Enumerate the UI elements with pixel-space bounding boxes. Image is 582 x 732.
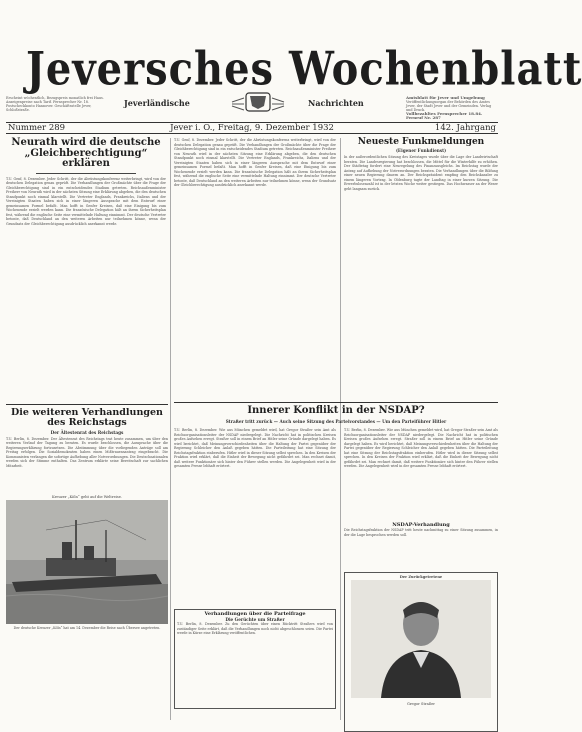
article-nsdap-headline: Innerer Konflikt in der NSDAP? — [247, 405, 425, 416]
ship-photo-caption: Kreuzer „Köln“ geht auf die Weltreise. — [52, 494, 122, 499]
article-local — [344, 138, 498, 395]
portrait-box-caption: Der Zurückgetretene — [399, 575, 443, 580]
masthead-info-right-text: Veröffentlichungsorgan der Behörden des Amtes Jever, der Stadt Jever und der Gemeinden. Verlag und Druck. — [406, 100, 492, 112]
article-reichstag-body: T.U. Berlin, 8. Dezember. Der Ältestenrat des Reichstags trat heute zusammen, um über den weiteren Verlauf der Tagung zu beraten. Es wurde beschlossen, die Aussprache über die Regierungserklärung fortzusetzen. Die Abstimmung über die vorliegenden Anträge soll am Freitag erfolgen. Die Sozialdemokraten haben einen Mißtrauensantrag eingebracht. Die Kommunisten verlangen die sofortige Aufhebung aller Notverordnungen. Die Deutschnationalen werden sich der Stimme enthalten. Das Zentrum erklärte seine Bereitschaft zur sachlichen Mitarbeit. — [6, 436, 168, 468]
portrait-caption: Gregor Straßer — [406, 701, 436, 706]
masthead-info-right — [406, 96, 498, 120]
article-nsdap-subhead: Straßer tritt zurück — Auch seine Sitzung des Parteivorstandes — Um den Parteiführer Hitler — [225, 418, 447, 424]
coat-of-arms-icon — [228, 92, 288, 112]
ship-photo-desc: Der deutsche Kreuzer „Köln“ hat am 14. Dezember die Reise nach Übersee angetreten. — [13, 626, 161, 631]
article-nsdap-body-col2 — [344, 428, 498, 732]
dateline-bar — [6, 122, 498, 134]
article-strasser-body: T.U. Berlin, 8. Dezember. Zu den Gerüchten über einen Rücktritt Straßers wird von zuständiger Seite erklärt, daß die Verhandlungen noch nicht abgeschlossen seien. Die Partei werde in Kürze eine Erklärung veröffentlichen. — [177, 622, 333, 636]
article-nsdap-body-col1 — [174, 428, 336, 709]
divider — [36, 173, 136, 174]
masthead-subtitle-left: Jeverländische — [124, 98, 190, 108]
masthead-info-right-title: Amtsblatt für Jever und Umgebung — [406, 95, 485, 100]
article-main-continued — [174, 138, 336, 406]
article-reichstag-headline: Die weiteren Verhandlungen des Reichstags — [11, 407, 163, 428]
article-nsdap-side-text: Die Reichstagsfraktion der NSDAP tritt heute nachmittag zu einer Sitzung zusammen, in der die Lage besprochen werden soll. — [344, 528, 498, 537]
article-main-body: T.U. Genf, 8. Dezember. Jeder Schritt, der die Abrüstungskonferenz weiterbringt, wird von der deutschen Delegation genau geprüft. Die Verhandlungen der Großmächte über die Frage der Gleichberechtigung sind in ein entscheidendes Stadium getreten. Reichsaußenminister Freiherr von Neurath wird in der nächsten Sitzung eine Erklärung abgeben, die den deutschen Standpunkt noch einmal klarstellt. Die Vertreter Englands, Frankreichs, Italiens und der Vereinigten Staaten haben sich in einer längeren Aussprache mit dem Entwurf einer gemeinsamen Formel befaßt. Man hofft in Genfer Kreisen, daß eine Einigung bis zum Wochenende erzielt werden kann. Die französische Delegation hält an ihrem Sicherheitsplan fest, während die englische Seite eine vermittelnde Haltung einnimmt. Der deutsche Vertreter betonte, daß Deutschland an den weiteren Arbeiten nur teilnehmen könne, wenn der Grundsatz der Gleichberechtigung ausdrücklich anerkannt werde. — [6, 176, 166, 226]
column-divider — [340, 138, 341, 720]
masthead — [6, 40, 582, 120]
portrait-box — [344, 572, 498, 732]
article-strasser-box — [174, 609, 336, 709]
article-local-headline: Neueste Funkmeldungen — [357, 137, 485, 147]
issue-date: Jever i. O., Freitag, 9. Dezember 1932 — [170, 123, 334, 133]
masthead-subtitle-right: Nachrichten — [308, 98, 364, 108]
article-reichstag — [6, 404, 168, 642]
article-main-body-continued: T.U. Genf, 8. Dezember. Jeder Schritt, der die Abrüstungskonferenz weiterbringt, wird von der deutschen Delegation genau geprüft. Die Verhandlungen der Großmächte über die Frage der Gleichberechtigung sind in ein entscheidendes Stadium getreten. Reichsaußenminister Freiherr von Neurath wird in der nächsten Sitzung eine Erklärung abgeben, die den deutschen Standpunkt noch einmal klarstellt. Die Vertreter Englands, Frankreichs, Italiens und der Vereinigten Staaten haben sich in einer längeren Aussprache mit dem Entwurf einer gemeinsamen Formel befaßt. Man hofft in Genfer Kreisen, daß eine Einigung bis zum Wochenende erzielt werden kann. Die französische Delegation hält an ihrem Sicherheitsplan fest, während die englische Seite eine vermittelnde Haltung einnimmt. Der deutsche Vertreter betonte, daß Deutschland an den weiteren Arbeiten nur teilnehmen könne, wenn der Grundsatz der Gleichberechtigung ausdrücklich anerkannt werde. — [174, 138, 336, 187]
column-divider — [170, 138, 171, 720]
article-nsdap-header — [174, 402, 498, 424]
article-local-subhead: (Eigener Funkdienst) — [395, 148, 447, 154]
article-nsdap-side-title: NSDAP-Verhandlung — [392, 522, 450, 528]
article-main — [6, 138, 166, 432]
masthead-info-right-foot: Vollbezahltes Fernsprecher 18.84. Fernruf Nr. 287 — [406, 111, 483, 120]
masthead-info-left: Erscheint wöchentlich, Bezugspreis monatlich frei Haus. Anzeigenpreise nach Tarif. Fernsprecher Nr. 18. Postscheckkonto Hannover. Geschäftsstelle Jever, Schloßstraße. — [6, 96, 104, 112]
article-strasser-subhead: Die Gerüchte um Straßer — [225, 617, 285, 623]
volume-number: 142. Jahrgang — [434, 123, 496, 133]
article-reichstag-subhead: Der Ältestenrat des Reichstags — [50, 429, 124, 435]
article-nsdap-body-continued: T.U. Berlin, 8. Dezember. Wie aus München gemeldet wird, hat Gregor Straßer sein Amt als Reichsorganisationsleiter der NSDAP niedergelegt. Die Nachricht hat in politischen Kreisen großes Aufsehen erregt. Straßer soll in einem Brief an Hitler seine Gründe dargelegt haben. Es wird berichtet, daß Meinungsverschiedenheiten über die Haltung der Partei gegenüber der Regierung Schleicher den Anlaß gegeben hätten. Die Parteileitung hat eine Sitzung der Reichstagsfraktion einberufen. Hitler wird in dieser Sitzung selbst sprechen. In den Kreisen der Fraktion wird erklärt, daß die Einheit der Bewegung nicht gefährdet sei. Man rechnet damit, daß weitere Funktionäre sich hinter den Führer stellen werden. Die Angelegenheit wird in der gesamten Presse lebhaft erörtert. — [344, 428, 498, 468]
article-main-headline: Neurath wird die deutsche „Gleichberechtigung“ erklären — [11, 137, 161, 169]
portrait-photo — [347, 580, 495, 698]
newspaper-title: Jeversches Wochenblatt — [26, 42, 582, 97]
issue-number: Nummer 289 — [8, 123, 66, 133]
article-local-body: In der außerordentlichen Sitzung des Kreistages wurde über die Lage der Landwirtschaft beraten. Die Landesregierung hat beschlossen, die Mittel für die Winterhilfe zu erhöhen. Der Städtetag fordert eine Neuregelung des Finanzausgleichs. Im Reichstag wurde der Antrag auf Aufhebung der Notverordnungen beraten. Die Verhandlungen über die Bildung einer neuen Regierung dauern an. Der Reichspräsident empfing den Reichskanzler zu einem längeren Vortrag. In Oldenburg tagte der Landtag in einer kurzen Sitzung. Die Erwerbslosenzahl ist in der letzten Woche weiter gestiegen. Das Hochwasser an der Weser geht langsam zurück. — [344, 155, 498, 191]
article-nsdap-body: T.U. Berlin, 8. Dezember. Wie aus München gemeldet wird, hat Gregor Straßer sein Amt als Reichsorganisationsleiter der NSDAP niedergelegt. Die Nachricht hat in politischen Kreisen großes Aufsehen erregt. Straßer soll in einem Brief an Hitler seine Gründe dargelegt haben. Es wird berichtet, daß Meinungsverschiedenheiten über die Haltung der Partei gegenüber der Regierung Schleicher den Anlaß gegeben hätten. Die Parteileitung hat eine Sitzung der Reichstagsfraktion einberufen. Hitler wird in dieser Sitzung selbst sprechen. In den Kreisen der Fraktion wird erklärt, daß die Einheit der Bewegung nicht gefährdet sei. Man rechnet damit, daß weitere Funktionäre sich hinter den Führer stellen werden. Die Angelegenheit wird in der gesamten Presse lebhaft erörtert. — [174, 428, 336, 468]
article-strasser-headline: Verhandlungen über die Parteifrage — [204, 611, 306, 617]
cruiser-photo — [6, 500, 168, 624]
